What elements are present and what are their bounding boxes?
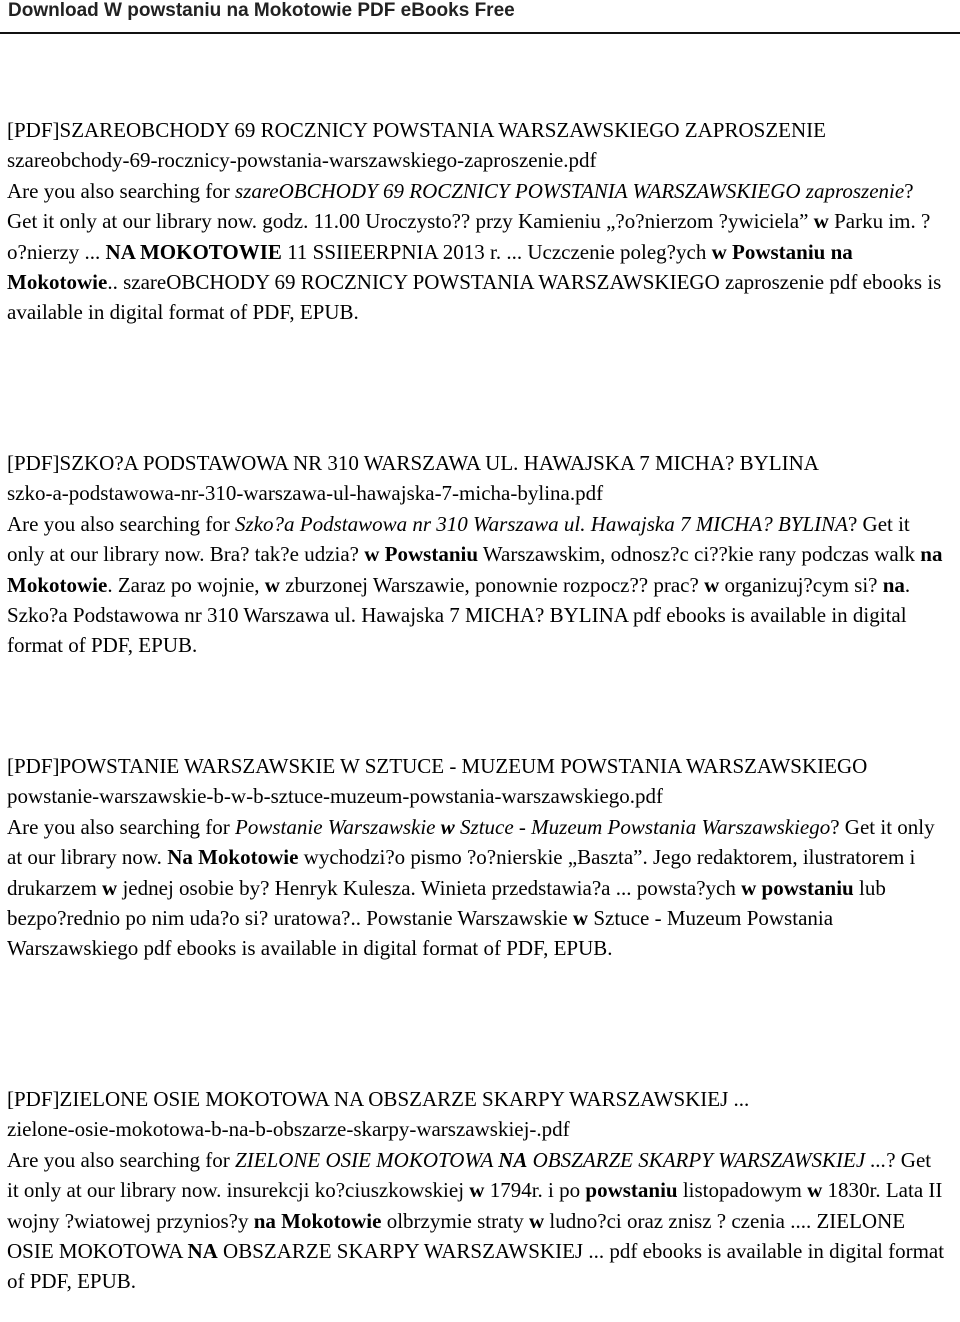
header-divider bbox=[0, 32, 960, 34]
result-entry bbox=[7, 751, 947, 964]
result-title[interactable]: [PDF]ZIELONE OSIE MOKOTOWA NA OBSZARZE SKARPY WARSZAWSKIEJ ... bbox=[7, 1087, 750, 1111]
result-description: Are you also searching for ZIELONE OSIE MOKOTOWA NA OBSZARZE SKARPY WARSZAWSKIEJ ...? Get it only at our library now. insurekcji ko?ciuszkowskiej w 1794r. i po powstaniu listopadowym w 1830r. Lata II wojny ?wiatowej przynios?y na Mokotowie olbrzymie straty w ludno?ci oraz znisz ? czenia .... ZIELONE OSIE MOKOTOWA NA OBSZARZE SKARPY WARSZAWSKIEJ ... pdf ebooks is available in digital format of PDF, EPUB. bbox=[7, 1147, 945, 1294]
result-title[interactable]: [PDF]SZKO?A PODSTAWOWA NR 310 WARSZAWA UL. HAWAJSKA 7 MICHA? BYLINA bbox=[7, 451, 819, 475]
result-description: Are you also searching for Powstanie Warszawskie w Sztuce - Muzeum Powstania Warszawskiego? Get it only at our library now. Na Mokotowie wychodzi?o pismo ?o?nierskie „Baszta”. Jego redaktorem, ilustratorem i drukarzem w jednej osobie by? Henryk Kulesza. Winieta przedstawia?a ... powsta?ych w powstaniu lub bezpo?rednio po nim uda?o si? uratowa?.. Powstanie Warszawskie w Sztuce - Muzeum Powstania Warszawskiego pdf ebooks is available in digital format of PDF, EPUB. bbox=[7, 814, 935, 961]
result-filename: zielone-osie-mokotowa-b-na-b-obszarze-skarpy-warszawskiej-.pdf bbox=[7, 1117, 570, 1142]
result-description: Are you also searching for Szko?a Podstawowa nr 310 Warszawa ul. Hawajska 7 MICHA? BYLINA? Get it only at our library now. Bra? tak?e udzia? w Powstaniu Warszawskim, odnosz?c ci??kie rany podczas walk na Mokotowie. Zaraz po wojnie, w zburzonej Warszawie, ponownie rozpocz?? prac? w organizuj?cym si? na. Szko?a Podstawowa nr 310 Warszawa ul. Hawajska 7 MICHA? BYLINA pdf ebooks is available in digital format of PDF, EPUB. bbox=[7, 511, 943, 658]
result-filename: szareobchody-69-rocznicy-powstania-warszawskiego-zaproszenie.pdf bbox=[7, 148, 597, 173]
result-entry bbox=[7, 448, 947, 661]
result-filename: szko-a-podstawowa-nr-310-warszawa-ul-hawajska-7-micha-bylina.pdf bbox=[7, 481, 604, 506]
page-header-title: Download W powstaniu na Mokotowie PDF eBooks Free bbox=[8, 0, 515, 21]
result-entry bbox=[7, 115, 947, 328]
result-entry bbox=[7, 1084, 947, 1297]
result-description: Are you also searching for szareOBCHODY 69 ROCZNICY POWSTANIA WARSZAWSKIEGO zaproszenie? Get it only at our library now. godz. 11.00 Uroczysto?? przy Kamieniu „?o?nierzom ?ywiciela” w Parku im. ?o?nierzy ... NA MOKOTOWIE 11 SSIIEERPNIA 2013 r. ... Uczczenie poleg?ych w Powstaniu na Mokotowie.. szareOBCHODY 69 ROCZNICY POWSTANIA WARSZAWSKIEGO zaproszenie pdf ebooks is available in digital format of PDF, EPUB. bbox=[7, 178, 942, 325]
result-title[interactable]: [PDF]POWSTANIE WARSZAWSKIE W SZTUCE - MUZEUM POWSTANIA WARSZAWSKIEGO bbox=[7, 754, 868, 778]
result-title[interactable]: [PDF]SZAREOBCHODY 69 ROCZNICY POWSTANIA WARSZAWSKIEGO ZAPROSZENIE bbox=[7, 118, 826, 142]
result-filename: powstanie-warszawskie-b-w-b-sztuce-muzeum-powstania-warszawskiego.pdf bbox=[7, 784, 664, 809]
